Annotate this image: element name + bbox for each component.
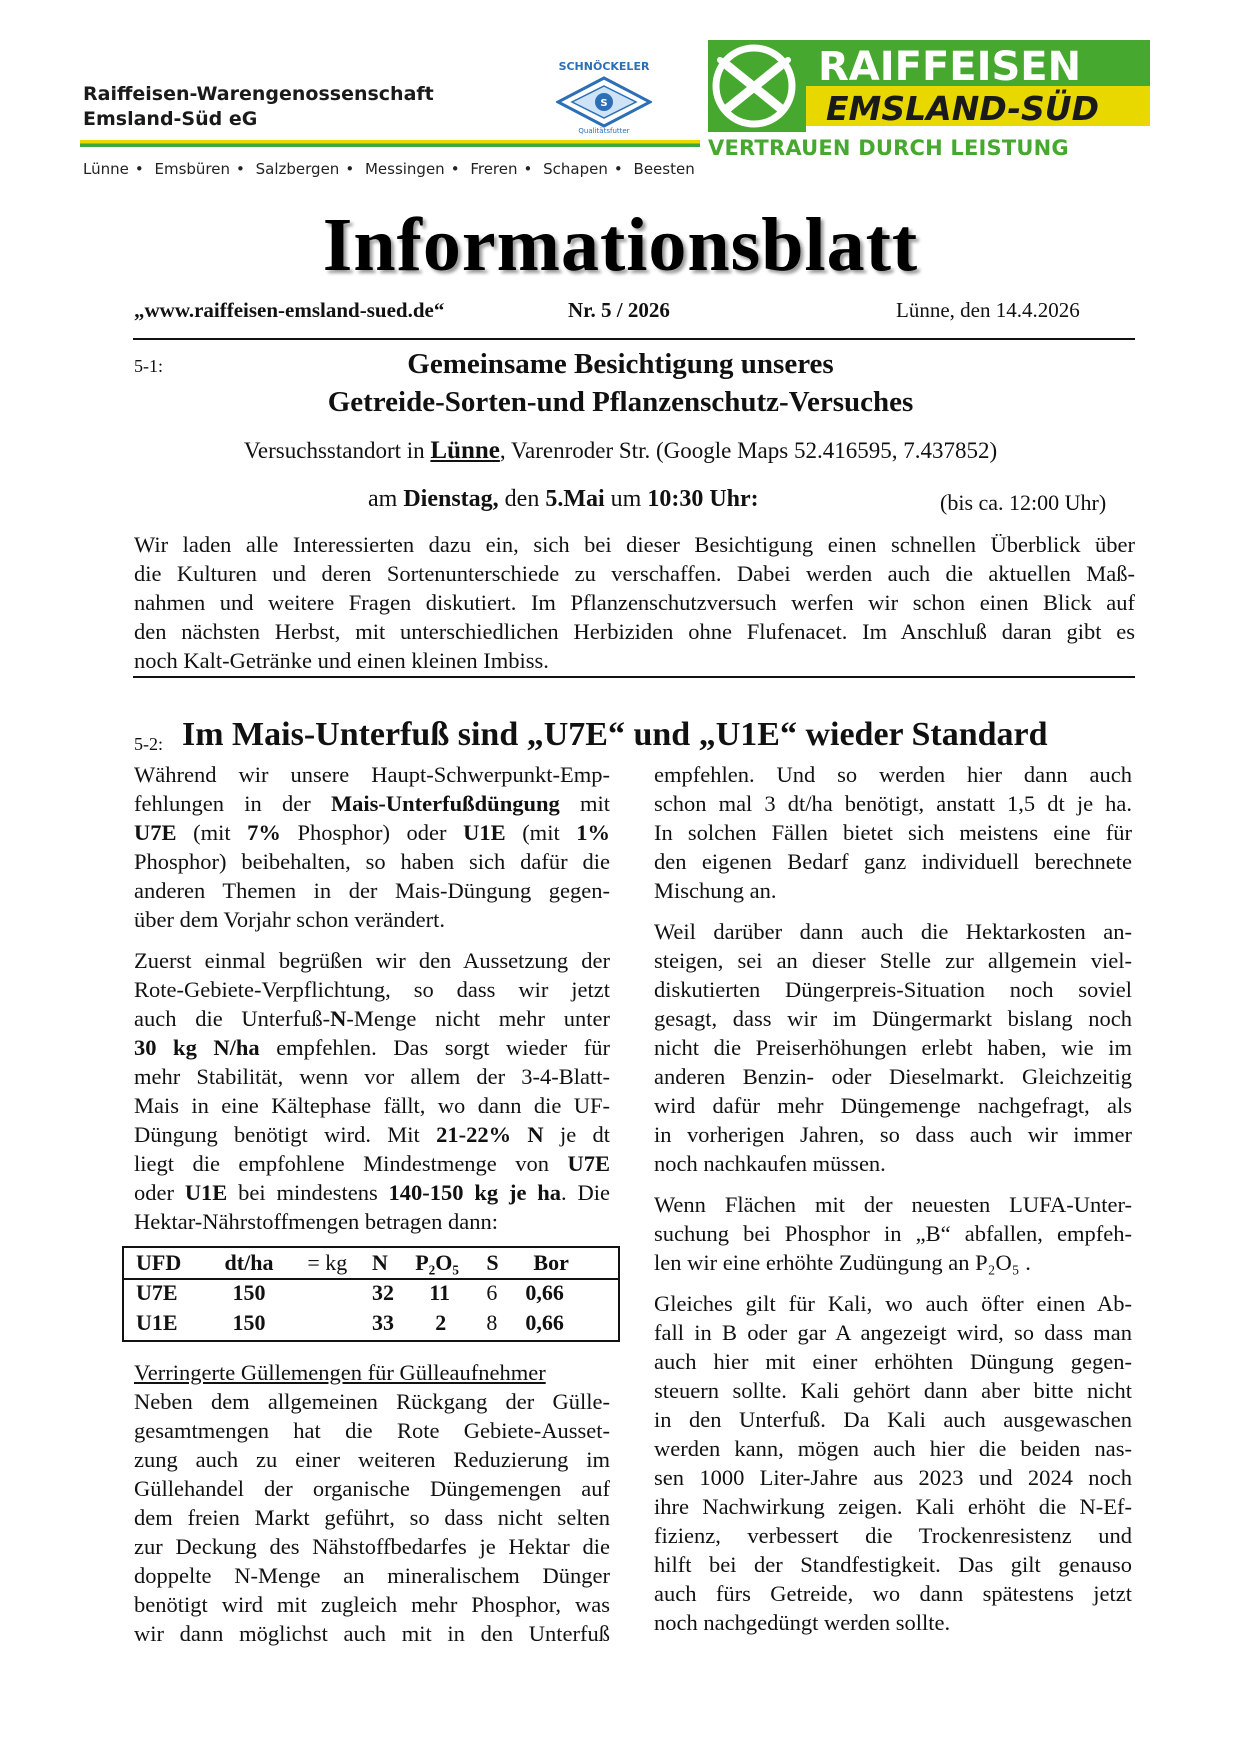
text-line: noch nachgedüngt werden sollte. — [654, 1610, 951, 1635]
issue-date: Lünne, den 14.4.2026 — [896, 298, 1080, 322]
location-suffix: , Varenroder Str. (Google Maps 52.416595, 7.437852) — [499, 438, 998, 463]
paragraph — [654, 1190, 1132, 1277]
text-run: Düngung benötigt wird. Mit — [134, 1122, 437, 1147]
emsland-sued-wordmark: EMSLAND-SÜD — [826, 89, 1099, 128]
text-line: auch hier mit einer erhöhten Düngung gegen- — [654, 1349, 1132, 1374]
text-run: (mit — [176, 820, 248, 845]
paragraph — [654, 917, 1132, 1178]
text-line: benötigt wird mit zugleich mehr Phosphor, was — [134, 1592, 610, 1617]
location-item: Freren — [470, 160, 518, 178]
text-line: Phosphor) beibehalten, so haben sich dafür die — [134, 849, 610, 874]
location-place: Lünne — [430, 437, 500, 464]
text-line: nahmen und weitere Fragen diskutiert. Im Pflanzenschutzversuch werfen wir schon einen Blick auf — [134, 590, 1135, 615]
page-title: Informationsblatt — [322, 203, 919, 287]
text-line: sen 1000 Liter-Jahre aus 2023 und 2024 noch — [654, 1465, 1132, 1490]
divider — [133, 338, 1135, 340]
text-line: gesamtmengen hat die Rote Gebiete-Ausset- — [134, 1418, 610, 1443]
text-run: 30 kg N/ha — [134, 1035, 260, 1060]
paragraph — [134, 1358, 610, 1648]
text-line: in den Unterfuß. Da Kali auch ausgewaschen — [654, 1407, 1132, 1432]
table-cell: 33 — [371, 1310, 394, 1335]
table-cell: 2 — [435, 1310, 447, 1335]
date-time: 10:30 Uhr: — [647, 486, 759, 512]
text-run: -Menge nicht mehr unter — [346, 1006, 610, 1031]
issue-number: Nr. 5 / 2026 — [568, 298, 670, 322]
text-run: 7% — [247, 820, 281, 845]
text-run: bei mindestens — [227, 1180, 389, 1205]
text-line — [134, 1033, 610, 1062]
date-den: den — [498, 486, 546, 512]
table-cell: 150 — [232, 1310, 266, 1335]
table-cell — [307, 1308, 372, 1338]
text-line: Mischung an. — [654, 878, 777, 903]
text-line: empfehlen. Und so werden hier dann auch — [654, 762, 1132, 787]
schnoeckeler-subtitle: Qualitätsfutter — [578, 127, 630, 134]
text-line: steigen, sei an dieser Stelle zur allgemein viel- — [654, 948, 1132, 973]
subheading: Verringerte Güllemengen für Gülleaufnehmer — [134, 1360, 546, 1385]
text-line: anderen Benzin- oder Dieselmarkt. Gleichzeitig — [654, 1064, 1132, 1089]
left-column-bottom — [134, 1358, 610, 1648]
text-line: wird dafür mehr Düngemenge nachgefragt, als — [654, 1093, 1132, 1118]
location-item: Messingen — [364, 160, 445, 178]
location-prefix: Versuchsstandort in — [243, 438, 431, 463]
text-run: . Die — [561, 1180, 610, 1205]
svg-text:S: S — [600, 98, 608, 109]
slogan: VERTRAUEN DURCH LEISTUNG — [708, 136, 1069, 160]
table-cell: 0,66 — [525, 1280, 564, 1305]
nutrient-table — [122, 1246, 620, 1342]
text-line: zung auch zu einer weiteren Reduzierung im — [134, 1447, 610, 1472]
text-line: Hektar-Nährstoffmengen betragen dann: — [134, 1209, 498, 1234]
text-line: len wir eine erhöhte Zudüngung an P₂O₅ . — [654, 1250, 1031, 1275]
right-column — [654, 760, 1132, 1637]
text-run: U7E — [134, 820, 177, 845]
text-run: N — [330, 1006, 347, 1031]
text-run: oder — [134, 1180, 185, 1205]
text-line: Gleiches gilt für Kali, wo auch öfter einen Ab- — [654, 1291, 1132, 1316]
text-line — [134, 1004, 610, 1033]
location-item: Lünne — [83, 160, 129, 178]
text-run: je dt — [543, 1122, 610, 1147]
location-item: Schapen — [543, 160, 608, 178]
table-cell: U1E — [136, 1310, 178, 1335]
text-line: steuern sollte. Kali gehört dann aber bitte nicht — [654, 1378, 1132, 1403]
section-number: 5-1: — [134, 356, 163, 376]
schnoeckeler-label: SCHNÖCKELER — [558, 60, 650, 73]
text-line: diskutierten Düngerpreis-Situation noch soviel — [654, 977, 1132, 1002]
section-title-line-1: Gemeinsame Besichtigung unseres — [407, 348, 834, 380]
text-run: U1E — [463, 820, 506, 845]
table-cell: 150 — [232, 1280, 266, 1305]
text-run: 140-150 kg je ha — [388, 1180, 562, 1205]
text-line: mehr Stabilität, wenn vor allem der 3-4-Blatt- — [134, 1064, 610, 1089]
text-line: auch fürs Getreide, wo dann spätestens jetzt — [654, 1581, 1132, 1606]
table-header-row — [136, 1248, 612, 1278]
table-header-cell: = kg — [307, 1250, 348, 1275]
text-run: Mais-Unterfußdüngung — [330, 791, 560, 816]
text-line — [134, 789, 610, 818]
paragraph — [654, 760, 1132, 905]
table-header-cell: Bor — [533, 1250, 569, 1275]
text-line: fizienz, verbessert die Trockenresistenz und — [654, 1523, 1132, 1548]
table-row — [136, 1278, 612, 1308]
table-cell: 11 — [429, 1280, 451, 1305]
table-cell: 8 — [486, 1310, 498, 1335]
date-am: am — [368, 486, 404, 512]
table-cell: 32 — [371, 1280, 394, 1305]
text-line: doppelte N-Menge an mineralischem Dünger — [134, 1563, 610, 1588]
text-line: Wir laden alle Interessierten dazu ein, sich bei dieser Besichtigung einen schnellen Überblick über — [134, 532, 1135, 557]
table-header-cell: dt/ha — [224, 1250, 274, 1275]
text-run: empfehlen. Das sorgt wieder für — [259, 1035, 611, 1060]
text-line: Güllehandel der organische Düngemengen auf — [134, 1476, 610, 1501]
schnoeckeler-logo — [556, 76, 652, 139]
text-line: schon mal 3 dt/ha benötigt, anstatt 1,5 dt je ha. — [654, 791, 1132, 816]
paragraph — [134, 946, 610, 1236]
section1-text — [134, 530, 1135, 675]
paragraph — [654, 1289, 1132, 1637]
raiffeisen-logo — [708, 40, 1150, 137]
text-line: den nächsten Herbst, mit unterschiedlichen Herbiziden ohne Flufenacet. Im Anschluß daran gibt es — [134, 619, 1135, 644]
text-line — [134, 1178, 610, 1207]
text-run: Phosphor) oder — [280, 820, 464, 845]
paragraph — [134, 760, 610, 934]
text-run: liegt die empfohlene Mindestmenge von — [134, 1151, 568, 1176]
text-line: noch Kalt-Getränke und einen kleinen Imbiss. — [134, 648, 549, 673]
table-header-cell: UFD — [136, 1250, 182, 1275]
date-date: 5.Mai — [545, 486, 605, 512]
text-line: anderen Themen in der Mais-Düngung gegen- — [134, 878, 610, 903]
text-line: Weil darüber dann auch die Hektarkosten an- — [654, 919, 1132, 944]
date-day: Dienstag, — [403, 486, 499, 512]
text-line: ihre Nachwirkung zeigen. Kali erhöht die N-Ef- — [654, 1494, 1132, 1519]
divider — [133, 676, 1135, 678]
org-line-2: Emsland-Süd eG — [83, 108, 258, 130]
table-cell: 0,66 — [525, 1310, 564, 1335]
text-line: nicht die Preiserhöhungen erlebt haben, wie im — [654, 1035, 1132, 1060]
text-line: noch nachkaufen müssen. — [654, 1151, 886, 1176]
text-line: hilft bei der Standfestigkeit. Das gilt genauso — [654, 1552, 1132, 1577]
table-header-cell: S — [486, 1250, 499, 1275]
text-run: (mit — [505, 820, 577, 845]
text-line: über dem Vorjahr schon verändert. — [134, 907, 445, 932]
text-run: mit — [559, 791, 610, 816]
text-line: Während wir unsere Haupt-Schwerpunkt-Emp- — [134, 762, 610, 787]
nutrient-table-grid — [136, 1248, 612, 1338]
text-line: suchung bei Phosphor in „B“ abfallen, empfeh- — [654, 1221, 1132, 1246]
text-run: 1% — [576, 820, 611, 845]
text-line: zur Deckung des Nähstoffbedarfes je Hektar die — [134, 1534, 610, 1559]
header-rule — [80, 140, 700, 147]
text-run: auch die Unterfuß- — [134, 1006, 331, 1031]
text-line — [134, 1120, 610, 1149]
website-url: „www.raiffeisen-emsland-sued.de“ — [134, 298, 445, 322]
table-row — [136, 1308, 612, 1338]
location-item: Salzbergen — [255, 160, 340, 178]
text-line — [134, 1149, 610, 1178]
date-um: um — [604, 486, 648, 512]
text-line: fall in B oder gar A angezeigt wird, so dass man — [654, 1320, 1132, 1345]
text-run: U1E — [184, 1180, 228, 1205]
text-line: Mais in eine Kältephase fällt, wo dann die UF- — [134, 1093, 610, 1118]
event-location — [0, 437, 1241, 465]
text-line: die Kulturen und deren Sortenunterschiede zu verschaffen. Dabei werden auch die aktuellen Maß- — [134, 561, 1135, 586]
organization-name — [83, 82, 434, 132]
text-line: dem freien Markt geführt, so dass nicht selten — [134, 1505, 610, 1530]
text-line: Rote-Gebiete-Verpflichtung, so dass wir jetzt — [134, 977, 610, 1002]
locations-list: Lünne • Emsbüren • Salzbergen • Messingen • Freren • Schapen • Beesten — [83, 160, 695, 178]
text-line: wir dann möglichst auch mit in den Unterfuß — [134, 1621, 610, 1646]
event-date — [368, 486, 759, 513]
section-title: Im Mais-Unterfuß sind „U7E“ und „U1E“ wieder Standard — [182, 716, 1048, 753]
table-header-cell: N — [371, 1250, 388, 1275]
location-item: Beesten — [633, 160, 695, 178]
text-line: in vorherigen Jahren, so dass auch wir immer — [654, 1122, 1132, 1147]
section-number: 5-2: — [134, 734, 163, 754]
table-cell: 6 — [486, 1280, 498, 1305]
text-run: fehlungen in der — [134, 791, 331, 816]
text-line: In solchen Fällen bietet sich meistens eine für — [654, 820, 1132, 845]
org-line-1: Raiffeisen-Warengenossenschaft — [83, 83, 434, 105]
location-item: Emsbüren — [154, 160, 230, 178]
raiffeisen-wordmark: RAIFFEISEN — [818, 44, 1082, 90]
table-cell: U7E — [136, 1280, 178, 1305]
event-end-time: (bis ca. 12:00 Uhr) — [940, 490, 1107, 515]
text-line: gesagt, dass wir im Düngermarkt bislang noch — [654, 1006, 1132, 1031]
table-header-cell: P₂O₅ — [415, 1250, 459, 1275]
text-line: Zuerst einmal begrüßen wir den Aussetzung der — [134, 948, 610, 973]
section-title-line-2: Getreide-Sorten-und Pflanzenschutz-Versuches — [327, 386, 914, 418]
text-line — [134, 818, 610, 847]
text-line: Wenn Flächen mit der neuesten LUFA-Unter- — [654, 1192, 1132, 1217]
text-run: 21-22% N — [436, 1122, 544, 1147]
text-run: U7E — [567, 1151, 610, 1176]
left-column — [134, 760, 610, 1236]
text-line: werden kann, mögen auch hier die beiden nas- — [654, 1436, 1132, 1461]
text-line: Neben dem allgemeinen Rückgang der Gülle- — [134, 1389, 610, 1414]
text-line: den eigenen Bedarf ganz individuell berechnete — [654, 849, 1132, 874]
table-cell — [307, 1278, 372, 1308]
